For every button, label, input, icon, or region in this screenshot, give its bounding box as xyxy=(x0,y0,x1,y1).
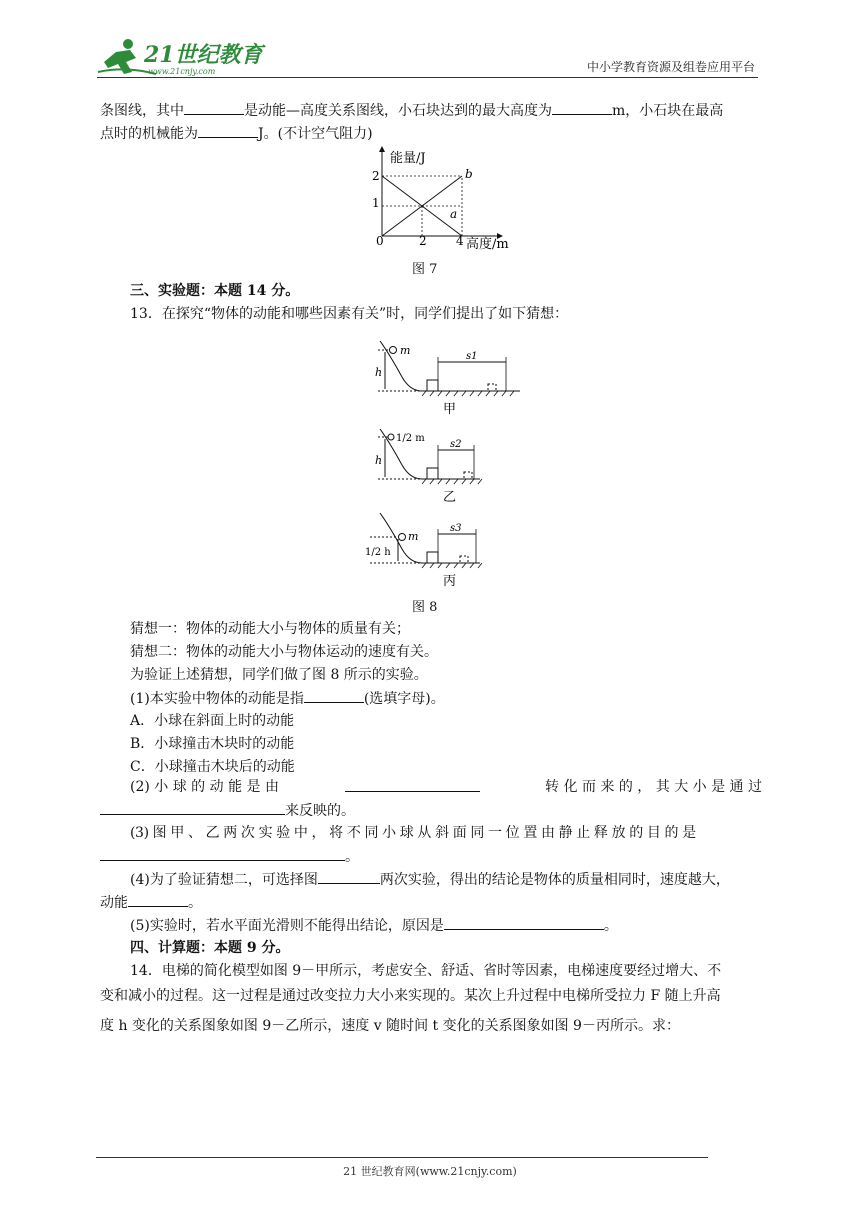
y-tick-label: 1 xyxy=(372,196,380,210)
guess-1: 猜想一：物体的动能大小与物体的质量有关； xyxy=(130,621,410,637)
figure-8-diagram xyxy=(360,335,530,610)
figure-7-chart xyxy=(362,144,522,254)
x-tick-label: 2 xyxy=(419,234,427,248)
option-c: C．小球撞击木块后的动能 xyxy=(130,759,295,775)
answer-blank[interactable] xyxy=(184,99,244,115)
option-a: A．小球在斜面上时的动能 xyxy=(130,713,295,729)
q13-part3-cont: 。 xyxy=(100,845,762,868)
y-axis-arrow xyxy=(379,146,385,152)
block-final xyxy=(488,384,496,391)
mass-label: 1/2 m xyxy=(396,433,425,444)
mass-label: m xyxy=(408,530,419,543)
y-tick-label: 2 xyxy=(372,169,380,183)
height-label: h xyxy=(375,454,383,467)
answer-blank[interactable] xyxy=(444,914,604,930)
mass-label: m xyxy=(400,344,411,357)
q14-line3: 度 h 变化的关系图象如图 9－乙所示，速度 v 随时间 t 变化的关系图象如图 9－丙所示。求： xyxy=(100,1018,680,1034)
header-platform-text: 中小学教育资源及组卷应用平台 xyxy=(586,60,755,74)
answer-blank[interactable] xyxy=(345,776,480,792)
experiment-jia xyxy=(375,341,520,417)
figure-8-caption: 图 8 xyxy=(412,600,438,615)
distance-label: s2 xyxy=(450,439,462,450)
logo-url: www.21cnjy.com xyxy=(148,67,216,76)
line-label-a: a xyxy=(450,207,458,221)
answer-blank[interactable] xyxy=(304,687,364,703)
answer-blank[interactable] xyxy=(198,122,258,138)
q12-line1: 条图线，其中 是动能—高度关系图线，小石块达到的最大高度为 m，小石块在最高 xyxy=(100,99,762,122)
x-tick-label: 0 xyxy=(376,234,384,248)
wooden-block xyxy=(427,380,438,391)
x-axis-label: 高度/m xyxy=(466,237,509,252)
ball xyxy=(390,347,397,354)
answer-blank[interactable] xyxy=(552,99,612,115)
footer-text: 21 世纪教育网(www.21cnjy.com) xyxy=(343,1165,517,1178)
distance-label: s1 xyxy=(466,351,478,362)
ball xyxy=(399,534,406,541)
answer-blank[interactable] xyxy=(100,799,285,815)
figure-7-caption: 图 7 xyxy=(412,262,438,277)
label-jia: 甲 xyxy=(443,402,457,417)
label-bing: 丙 xyxy=(443,574,457,589)
ball xyxy=(388,434,394,440)
section-4-title: 四、计算题：本题 9 分。 xyxy=(130,940,290,956)
q13-part5: (5)实验时，若水平面光滑则不能得出结论，原因是 。 xyxy=(130,914,792,937)
wooden-block xyxy=(427,552,438,563)
q14-line2: 变和减小的过程。这一过程是通过改变拉力大小来实现的。某次上升过程中电梯所受拉力 F 随上升高 xyxy=(100,988,721,1004)
y-axis-label: 能量/J xyxy=(390,151,426,166)
experiment-yi xyxy=(375,429,482,505)
answer-blank[interactable] xyxy=(100,845,345,861)
q14-line1: 14．电梯的简化模型如图 9－甲所示，考虑安全、舒适、省时等因素，电梯速度要经过增大、不 xyxy=(130,963,722,979)
header-divider xyxy=(97,77,758,78)
section-3-title: 三、实验题：本题 14 分。 xyxy=(130,283,300,299)
verify-text: 为验证上述猜想，同学们做了图 8 所示的实验。 xyxy=(130,667,428,683)
q13-part1: (1)本实验中物体的动能是指 (选填字母)。 xyxy=(130,687,792,710)
footer-divider xyxy=(96,1157,708,1158)
answer-blank[interactable] xyxy=(318,868,380,884)
guess-2: 猜想二：物体的动能大小与物体运动的速度有关。 xyxy=(130,644,438,660)
x-tick-label: 4 xyxy=(456,234,464,248)
height-label: 1/2 h xyxy=(365,547,391,558)
distance-label: s3 xyxy=(450,523,462,534)
wooden-block xyxy=(427,468,438,479)
label-yi: 乙 xyxy=(443,490,457,505)
block-final xyxy=(464,472,472,479)
q13-intro: 13．在探究“物体的动能和哪些因素有关”时，同学们提出了如下猜想： xyxy=(130,306,569,322)
q13-part4-cont: 动能 。 xyxy=(100,891,762,914)
block-final xyxy=(460,556,468,563)
height-label: h xyxy=(375,366,383,379)
site-logo xyxy=(96,36,266,80)
q12-line2: 点时的机械能为 J。(不计空气阻力) xyxy=(100,122,762,145)
q13-part3: (3) 图 甲 、 乙 两 次 实 验 中 ， 将 不 同 小 球 从 斜 面 同 一 位 置 由 静 止 释 放 的 目 的 是 xyxy=(130,825,696,841)
logo-text: 21世纪教育 xyxy=(144,42,263,68)
answer-blank[interactable] xyxy=(128,891,188,907)
q13-part4: (4)为了验证猜想二，可选择图 两次实验，得出的结论是物体的质量相同时，速度越大， xyxy=(130,868,792,891)
experiment-bing xyxy=(365,513,482,589)
option-b: B．小球撞击木块时的动能 xyxy=(130,736,295,752)
q13-part2-cont: 来反映的。 xyxy=(100,799,762,822)
q13-part2: (2) 小 球 的 动 能 是 由 转 化 而 来 的 ， 其 大 小 是 通 过 xyxy=(130,776,762,798)
line-label-b: b xyxy=(465,167,473,181)
